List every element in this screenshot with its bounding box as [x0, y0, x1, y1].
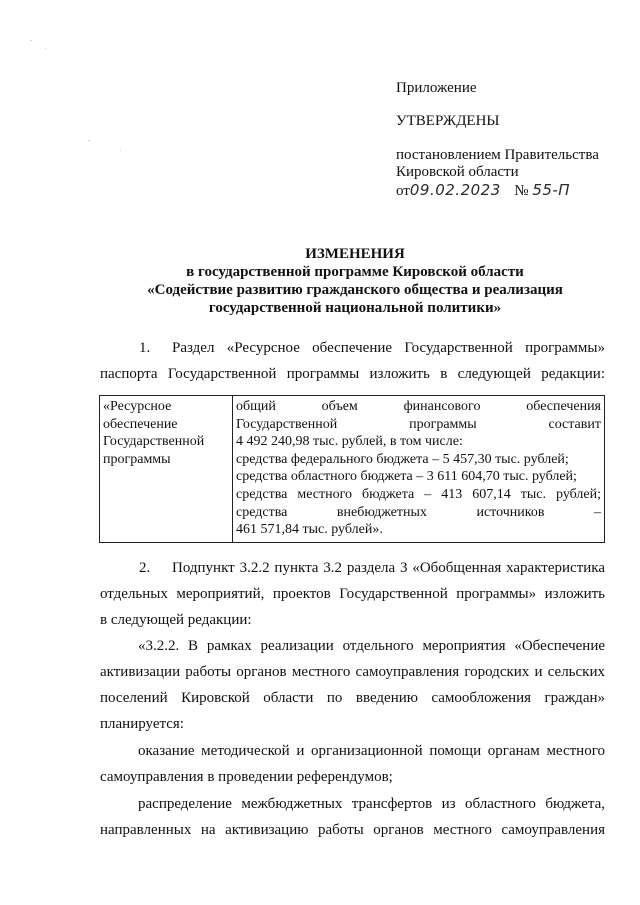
- doc-subtitle-1: в государственной программе Кировской области: [186, 264, 524, 280]
- scan-speck: [88, 140, 90, 141]
- scan-speck: [120, 150, 121, 151]
- appendix-label: Приложение: [396, 80, 477, 96]
- value-line: средства областного бюджета – 3 611 604,70 тыс. рублей;: [236, 469, 577, 485]
- value-line: средства федерального бюджета – 5 457,30 тыс. рублей;: [236, 451, 569, 467]
- handwritten-date: 09.02.2023: [409, 181, 501, 199]
- scan-speck: [45, 48, 46, 49]
- value-line: средства местного бюджета – 413 607,14 тыс. рублей;: [236, 486, 601, 502]
- value-line: 4 492 240,98 тыс. рублей, в том числе:: [236, 434, 463, 450]
- quote-line-1: «3.2.2. В рамках реализации отдельного мероприятия «Обеспечение: [138, 638, 605, 654]
- label-line: «Ресурсное: [103, 399, 172, 414]
- section1-line-2: паспорта Государственной программы изложить в следующей редакции:: [100, 366, 605, 382]
- section2-line-1: Подпункт 3.2.2 пункта 3.2 раздела 3 «Обобщенная характеристика: [172, 560, 605, 576]
- value-line: Государственной программы составит: [236, 416, 601, 432]
- resource-value-cell: [233, 396, 605, 543]
- scan-speck: [30, 40, 32, 41]
- section2-number: 2.: [139, 560, 151, 576]
- section2-line-2: отдельных мероприятий, проектов Государственной программы» изложить: [100, 586, 605, 602]
- item2-line-2: направленных на активизацию работы органов местного самоуправления: [100, 822, 605, 838]
- value-line: общий объем финансового обеспечения: [236, 399, 601, 414]
- doc-subtitle-2: «Содействие развитию гражданского общества и реализация: [147, 282, 563, 298]
- table-row: [100, 396, 605, 543]
- item1-line-2: самоуправления в проведении референдумов;: [100, 769, 393, 785]
- label-line: программы: [103, 451, 171, 467]
- resource-label-cell: [100, 396, 233, 543]
- handwritten-number: 55-П: [532, 181, 571, 199]
- doc-subtitle-3: государственной национальной политики»: [208, 300, 502, 316]
- value-line: 461 571,84 тыс. рублей».: [236, 522, 383, 538]
- number-prefix: №: [514, 183, 529, 199]
- section1-number: 1.: [139, 340, 151, 356]
- value-line: средства внебюджетных источников –: [236, 504, 601, 520]
- item1-line-1: оказание методической и организационной помощи органам местного: [138, 743, 605, 759]
- decree-date-number: [396, 181, 570, 200]
- label-line: Государственной: [103, 434, 205, 450]
- item2-line-1: распределение межбюджетных трансфертов из областного бюджета,: [138, 796, 605, 812]
- date-prefix: от: [396, 183, 410, 199]
- doc-title: ИЗМЕНЕНИЯ: [305, 246, 405, 262]
- decree-line-2: Кировской области: [396, 164, 519, 180]
- quote-line-2: активизации работы органов местного самоуправления городских и сельских: [100, 664, 605, 680]
- section1-line-1: Раздел «Ресурсное обеспечение Государственной программы»: [172, 340, 605, 356]
- quote-line-3: поселений Кировской области по введению самообложения граждан»: [100, 690, 605, 706]
- label-line: обеспечение: [103, 416, 178, 432]
- decree-line-1: постановлением Правительства: [396, 147, 599, 163]
- resource-table: [99, 395, 605, 543]
- section2-line-3: в следующей редакции:: [100, 612, 252, 628]
- approved-label: УТВЕРЖДЕНЫ: [396, 113, 500, 129]
- quote-line-4: планируется:: [100, 716, 184, 732]
